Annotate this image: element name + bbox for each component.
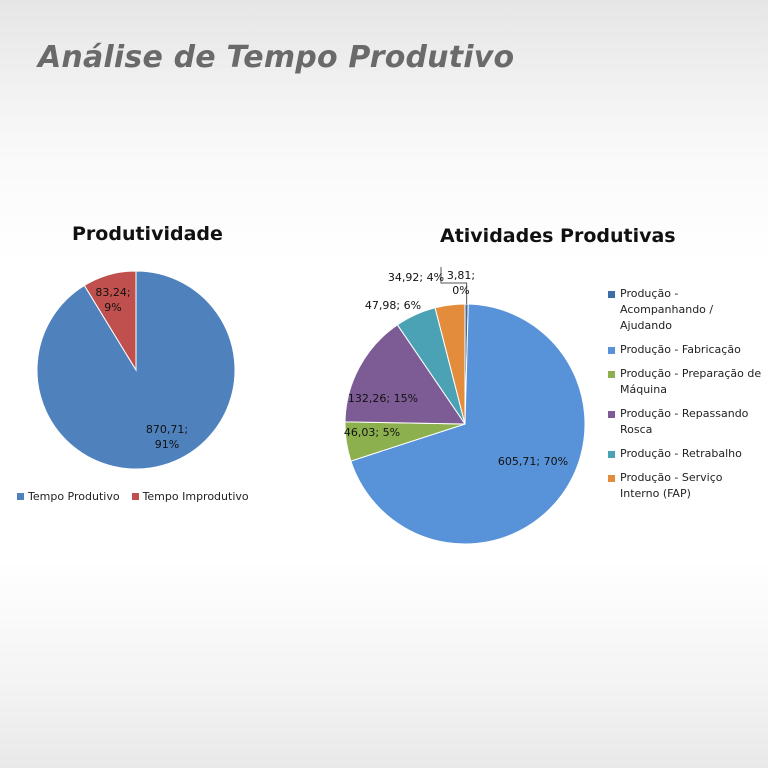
legend-label: Tempo Improdutivo xyxy=(142,490,249,503)
legend-swatch xyxy=(608,347,615,354)
legend-item-tempo-produtivo xyxy=(17,490,120,503)
data-label-producao-retrabalho: 47,98; 6% xyxy=(364,299,422,312)
legend-label: Produção - Repassando Rosca xyxy=(620,407,749,436)
legend-swatch xyxy=(608,371,615,378)
legend-item-producao-servico-interno-fap xyxy=(608,470,764,502)
chart-title-atividades-produtivas: Atividades Produtivas xyxy=(440,225,676,247)
legend-item-producao-repassando-rosca xyxy=(608,406,764,438)
data-label-producao-repassando-rosca: 132,26; 15% xyxy=(347,392,419,405)
legend-label: Produção - Acompanhando / Ajudando xyxy=(620,287,714,332)
data-label-producao-preparacao-de-maquina: 46,03; 5% xyxy=(343,426,401,439)
legend-swatch xyxy=(17,493,24,500)
legend-item-producao-acompanhando-ajudando xyxy=(608,286,764,334)
legend-label: Produção - Retrabalho xyxy=(620,447,742,460)
page-title: Análise de Tempo Produtivo xyxy=(38,40,515,75)
legend-swatch xyxy=(608,475,615,482)
legend-swatch xyxy=(132,493,139,500)
legend-label: Produção - Fabricação xyxy=(620,343,741,356)
legend-label: Produção - Serviço Interno (FAP) xyxy=(620,471,723,500)
legend-label: Tempo Produtivo xyxy=(28,490,120,503)
legend-item-tempo-improdutivo xyxy=(132,490,249,503)
chart-title-produtividade: Produtividade xyxy=(72,223,223,245)
legend-produtividade xyxy=(17,490,249,503)
legend-item-producao-fabricacao xyxy=(608,342,764,358)
data-label-producao-servico-interno-fap: 34,92; 4% xyxy=(387,271,445,284)
legend-atividades-produtivas xyxy=(608,286,764,510)
legend-item-producao-preparacao-de-maquina xyxy=(608,366,764,398)
pie-chart-atividades-produtivas xyxy=(320,255,620,555)
data-label-producao-fabricacao: 605,71; 70% xyxy=(497,455,569,468)
data-label-tempo-produtivo: 870,71; 91% xyxy=(145,423,189,451)
pie-chart-produtividade xyxy=(0,255,300,505)
data-label-tempo-improdutivo: 83,24; 9% xyxy=(95,286,131,314)
legend-swatch xyxy=(608,411,615,418)
legend-label: Produção - Preparação de Máquina xyxy=(620,367,762,396)
data-label-producao-acompanhando-ajudando: 3,81; 0% xyxy=(446,269,476,297)
legend-item-producao-retrabalho xyxy=(608,446,764,462)
legend-swatch xyxy=(608,291,615,298)
legend-swatch xyxy=(608,451,615,458)
